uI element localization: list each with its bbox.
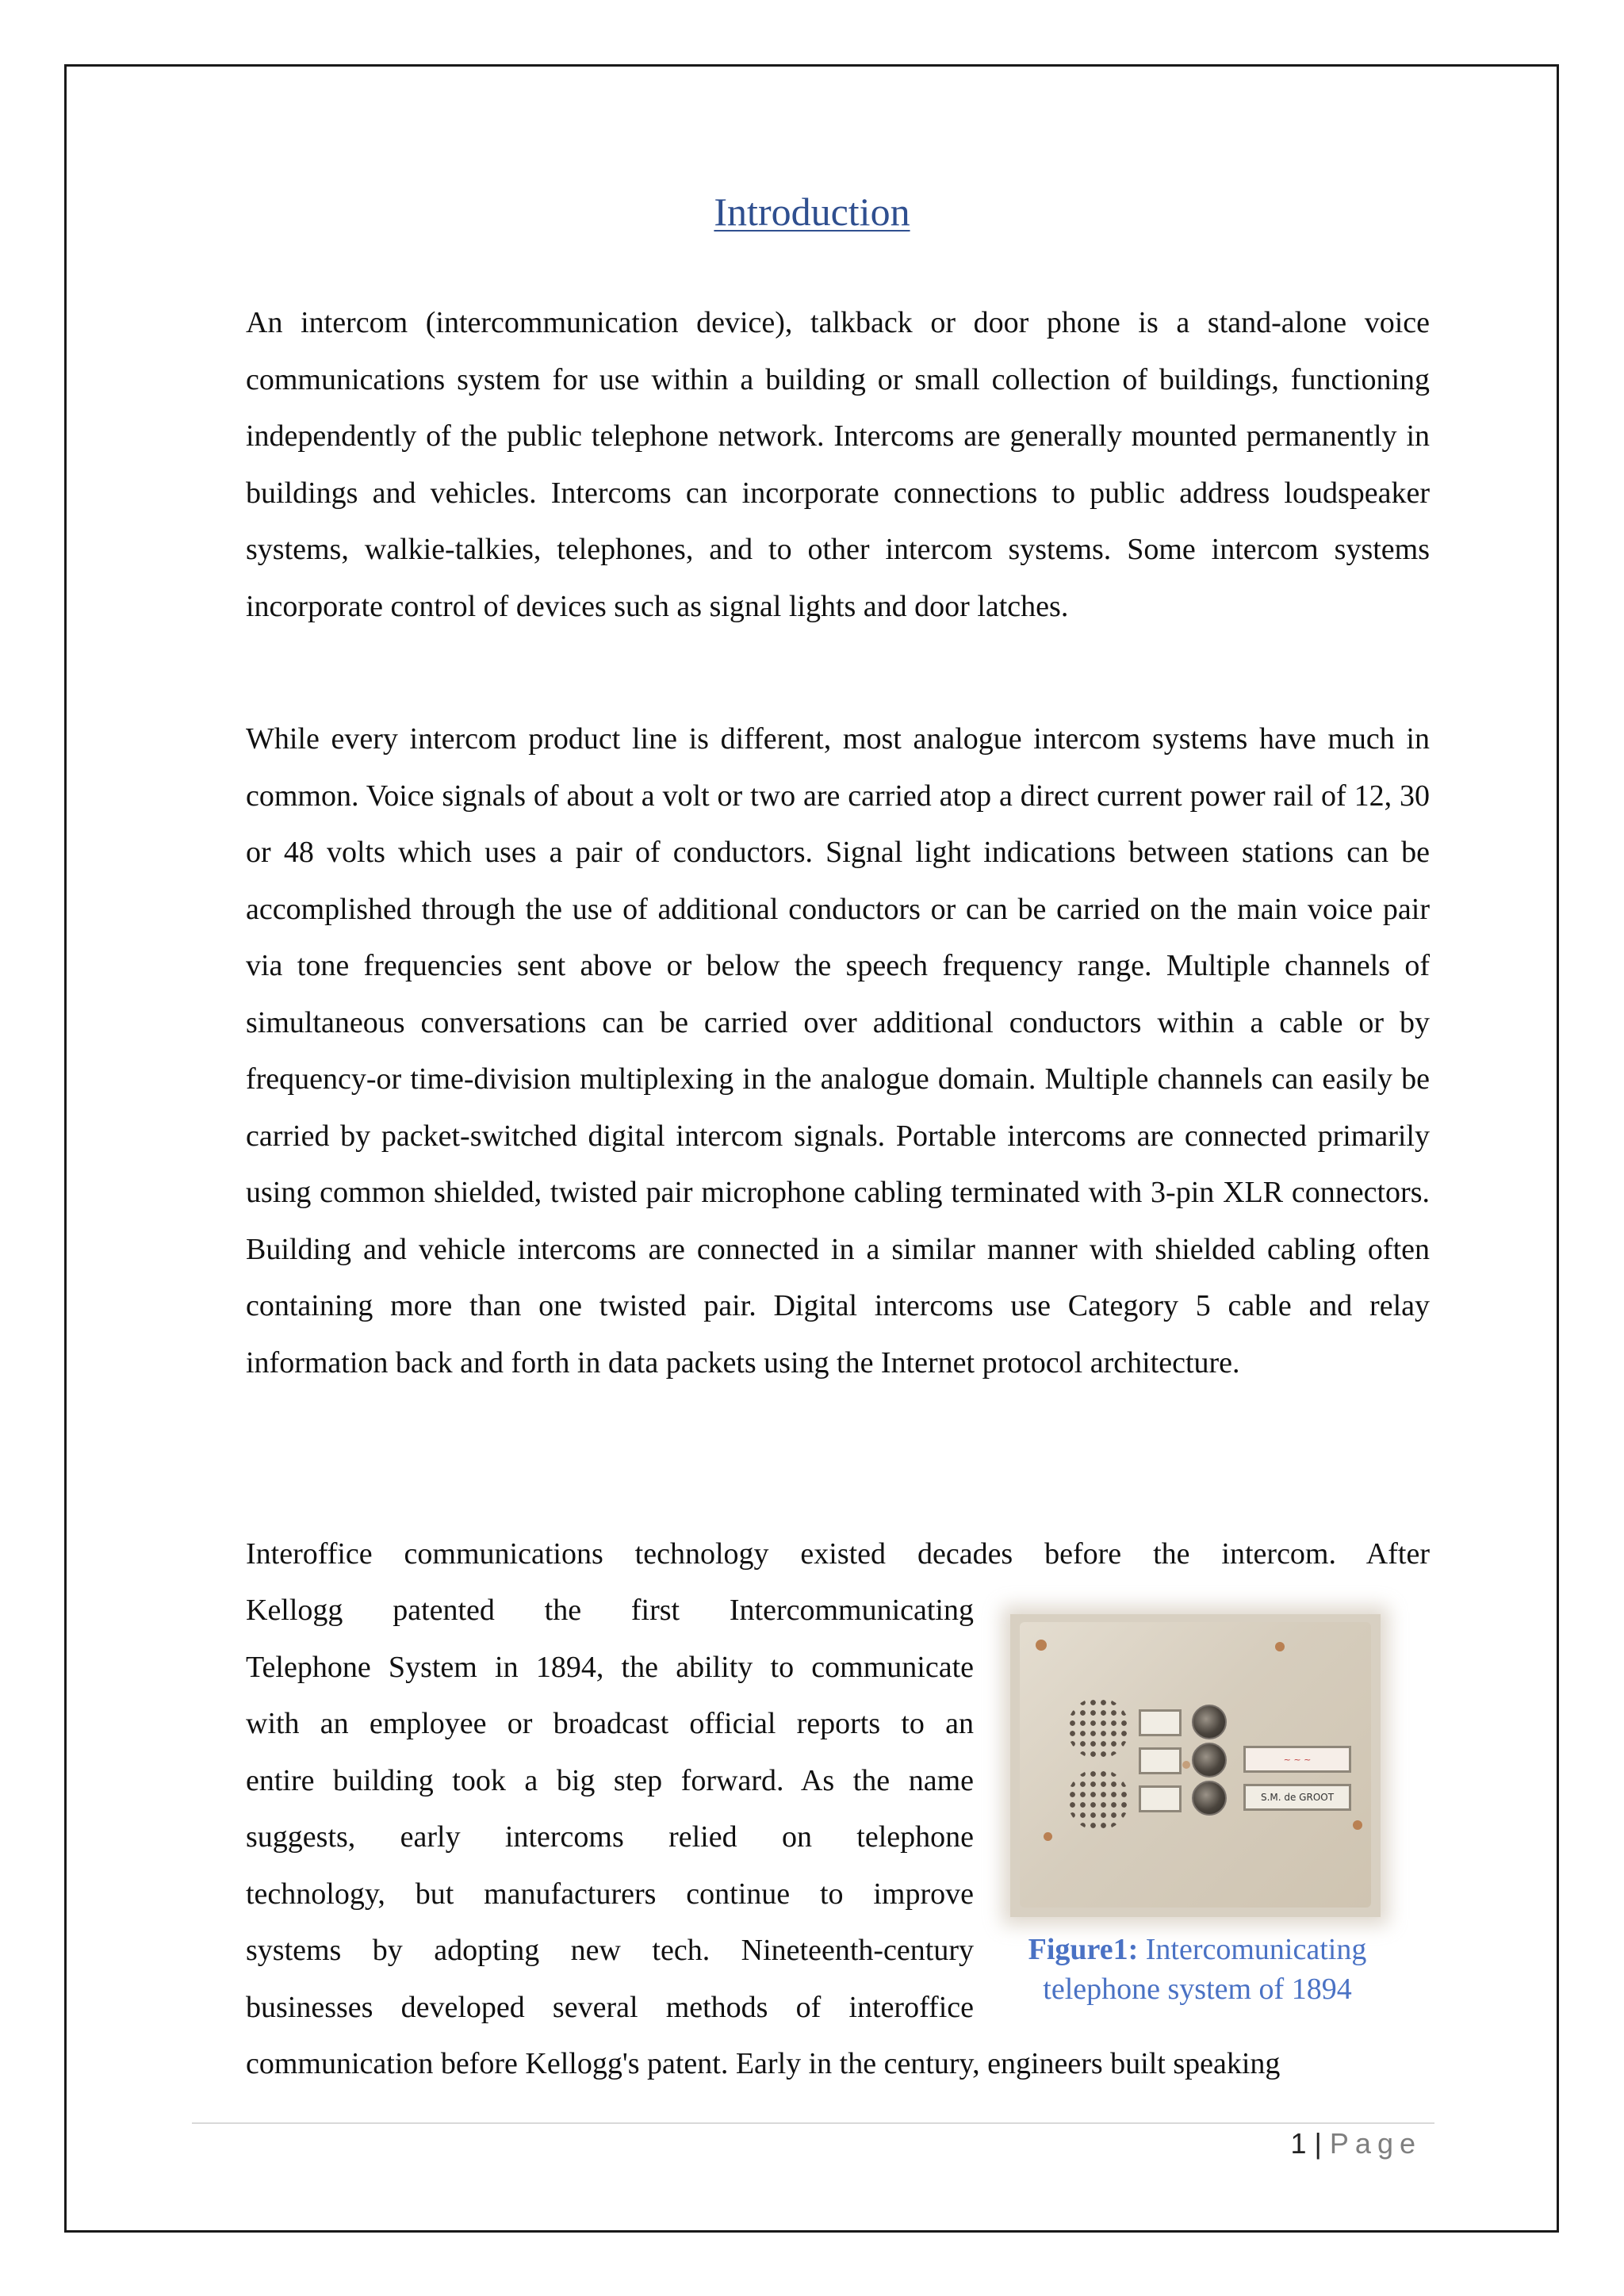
caption-line: telephone system of 1894	[1043, 1973, 1352, 2006]
screw-icon	[1036, 1640, 1047, 1651]
screw-icon	[1353, 1820, 1362, 1830]
name-plate-text: S.M. de GROOT	[1260, 1792, 1335, 1803]
handwritten-mark: ~ ~ ~	[1283, 1754, 1312, 1765]
caption-text: Intercomunicating	[1145, 1933, 1367, 1966]
intercom-plate	[1020, 1622, 1371, 1908]
text-line: technology, but manufacturers continue to improve	[246, 1877, 974, 1911]
call-label-slot	[1139, 1747, 1182, 1774]
text-line: businesses developed several methods of interoffice	[246, 1990, 974, 2024]
page-title: Introduction	[714, 189, 910, 234]
caption-line	[1007, 1930, 1388, 1969]
name-slot	[1243, 1784, 1351, 1811]
text-line: systems by adopting new tech. Nineteenth-century	[246, 1934, 974, 1967]
rust-spot	[1182, 1761, 1190, 1769]
text-line: entire building took a big step forward. As the name	[246, 1763, 974, 1797]
call-button-icon	[1192, 1781, 1227, 1816]
page-number-separator: |	[1314, 2127, 1322, 2160]
paragraph-3-first-line: Interoffice communications technology existed decades before the intercom. After	[246, 1537, 1430, 1571]
paragraph-2: While every intercom product line is different, most analogue intercom systems have much in common. Voice signals of about a volt or two are carried atop a direct current power rail of 12, 30 or 48 volts which uses a pair of conductors. Signal light indications between stations can be accomplished through the use of additional conductors or can be carried on the main voice pair via tone frequencies sent above or below the speech frequency range. Multiple channels of simultaneous conversations can be carried over additional conductors within a cable or by frequency-or time-division multiplexing in the analogue domain. Multiple channels can easily be carried by packet-switched digital intercom signals. Portable intercoms are connected primarily using common shielded, twisted pair microphone cabling terminated with 3-pin XLR connectors. Building and vehicle intercoms are connected in a similar manner with shielded cabling often containing more than one twisted pair. Digital intercoms use Category 5 cable and relay information back and forth in data packets using the Internet protocol architecture.	[246, 722, 1430, 1380]
name-slot	[1242, 1708, 1345, 1730]
page-word: Page	[1329, 2127, 1422, 2160]
footer-divider	[192, 2122, 1434, 2124]
screw-icon	[1275, 1642, 1285, 1651]
speaker-grille-icon	[1067, 1697, 1129, 1759]
paragraph-1: An intercom (intercommunication device), talkback or door phone is a stand-alone voice communications system for use within a building or small collection of buildings, functioning independently of the public telephone network. Intercoms are generally mounted permanently in buildings and vehicles. Intercoms can incorporate connections to public address loudspeaker systems, walkie-talkies, telephones, and to other intercom systems. Some intercom systems incorporate control of devices such as signal lights and door latches.	[246, 306, 1430, 623]
call-button-icon	[1192, 1705, 1227, 1739]
name-slot	[1243, 1746, 1351, 1773]
text-line: suggests, early intercoms relied on telephone	[246, 1820, 974, 1854]
text-line: Telephone System in 1894, the ability to communicate	[246, 1650, 974, 1684]
page-number	[1291, 2127, 1423, 2160]
figure-label: Figure1:	[1028, 1933, 1139, 1966]
speaker-grille-icon	[1067, 1769, 1129, 1831]
page-number-value: 1	[1290, 2127, 1307, 2160]
screw-icon	[1044, 1832, 1052, 1841]
call-label-slot	[1139, 1709, 1182, 1736]
intercom-panel-photo	[1010, 1614, 1381, 1917]
figure-caption	[1007, 1930, 1388, 2009]
call-label-slot	[1139, 1785, 1182, 1812]
paragraph-3-wrapped-text	[246, 1582, 974, 2036]
paragraph-3-last-line: communication before Kellogg's patent. Early in the century, engineers built speaking	[246, 2047, 1281, 2080]
text-line: with an employee or broadcast official reports to an	[246, 1707, 974, 1740]
call-button-icon	[1192, 1743, 1227, 1777]
text-line: Kellogg patented the first Intercommunicating	[246, 1594, 974, 1627]
